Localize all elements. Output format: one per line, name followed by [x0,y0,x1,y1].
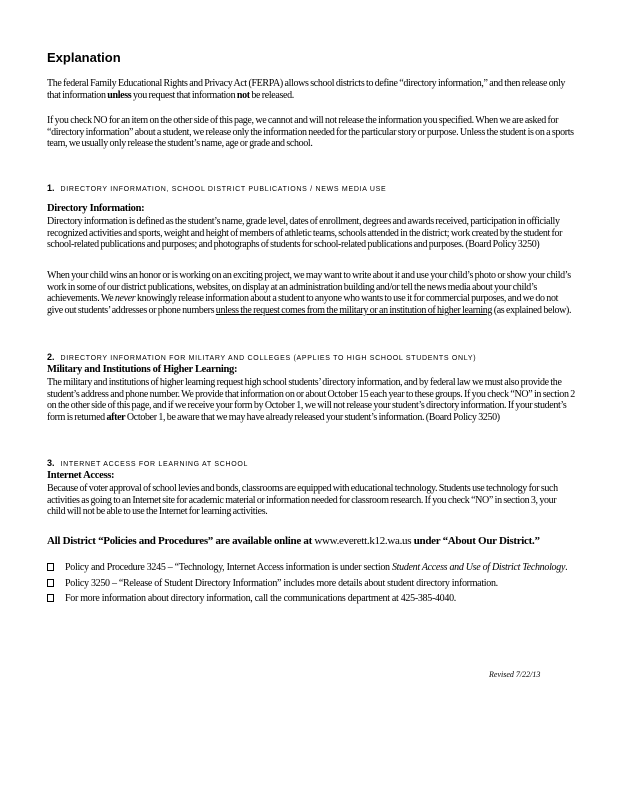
intro-unless: unless [107,89,132,101]
policy-list [47,562,577,609]
policies-url[interactable]: www.everett.k12.wa.us [314,535,412,547]
policies-heading-a: All District “Policies and Procedures” are available online at [47,535,315,547]
list-item [47,562,577,574]
b1-italic: Student Access and Use of District Technology [391,562,566,573]
section-1-title: DIRECTORY INFORMATION, SCHOOL DISTRICT PUBLICATIONS / NEWS MEDIA USE [60,186,387,193]
intro-text-e: be released. [249,89,294,101]
section-2-paragraph [47,377,575,423]
policies-heading-b: under “About Our District.” [411,535,540,547]
policies-heading [47,535,575,548]
section-2-subheading: Military and Institutions of Higher Learning: [47,364,238,375]
intro-paragraph-1 [47,78,575,101]
section-3-number: 3. [47,458,55,468]
section-1-paragraph-1: Directory information is defined as the student’s name, grade level, dates of enrollment, degrees and awards received, participation in officially recognized activities and sports, weight and height of members of athletic teams, schools attended in the district; work created by the student for school-related publications and purposes; and photographs of students for school-related publications and purposes. (Board Policy 3250) [47,216,563,251]
b3-text: For more information about directory information, call the communications department at 425-385-4040. [65,593,456,605]
s1p2-c: knowingly release information about a student to anyone who wants to use it for commercial purposes, and we do not give out students’ addresses or phone numbers [47,293,559,316]
section-1-heading [47,183,587,195]
intro-paragraph-2: If you check NO for an item on the other side of this page, we cannot and will not release the information you specified. When we are asked for “directory information” about a student, we release only the information needed for the particular story or purpose. Unless the student is on a sports team, we usually only release the student’s name, age or grade and school. [47,115,574,150]
revised-date: Revised 7/22/13 [489,670,541,679]
b1-a: Policy and Procedure 3245 – “Technology, Internet Access information is under section [65,562,392,573]
list-item [47,578,577,590]
s1p2-underlined: unless the request comes from the military or an institution of higher learning [215,304,493,316]
page-title: Explanation [47,50,121,65]
list-item [47,593,577,605]
section-1-paragraph-2 [47,270,575,316]
s1p2-a: When your child wins an honor or is working on an exciting project, we may want to write about it and use your child’s photo or show your child’s work in some of our district publications, websites, on display at an administration building and/or tell the news media about your child’s achievements. We [47,270,571,305]
b1-c: . [565,562,568,573]
section-3-title: INTERNET ACCESS FOR LEARNING AT SCHOOL [60,461,249,468]
section-3-heading [47,458,587,470]
intro-text-c: you request that information [131,89,237,101]
section-2-heading [47,352,587,364]
section-3-subheading: Internet Access: [47,470,115,481]
section-1-number: 1. [47,183,55,193]
section-2-title: DIRECTORY INFORMATION FOR MILITARY AND COLLEGES (APPLIES TO HIGH SCHOOL STUDENTS ONLY) [60,355,477,362]
bullet-box-icon [47,594,54,602]
s2p1-a: The military and institutions of higher learning request high school students’ directory information, and by federal law we must also provide the student’s address and phone number. We provide that information on or about October 15 each year to these groups. If you check “NO” in section 2 on the other side of this page, and if we receive your form by October 1, we will not release your student’s directory information. If your student’s form is returned [47,377,575,423]
bullet-box-icon [47,563,54,571]
s2p1-c: October 1, be aware that we may have already released your student’s information. (Board Policy 3250) [125,411,500,423]
intro-text-a: The federal Family Educational Rights and Privacy Act (FERPA) allows school districts to define “directory information,” and then release only that information [47,78,566,101]
s2p1-after: after [106,411,126,423]
intro-not: not [236,89,250,101]
bullet-box-icon [47,579,54,587]
s1p2-never: never [114,293,136,305]
s1p2-e: (as explained below). [492,304,572,316]
section-2-number: 2. [47,352,55,362]
b2-text: Policy 3250 – “Release of Student Directory Information” includes more details about student directory information. [65,577,498,589]
section-1-subheading: Directory Information: [47,203,145,214]
section-3-paragraph: Because of voter approval of school levies and bonds, classrooms are equipped with educational technology. Students use technology for such activities as going to an Internet site for academic material or information needed for classroom research. If you check “NO” in section 3, your child will not be able to use the Internet for learning activities. [47,483,558,518]
